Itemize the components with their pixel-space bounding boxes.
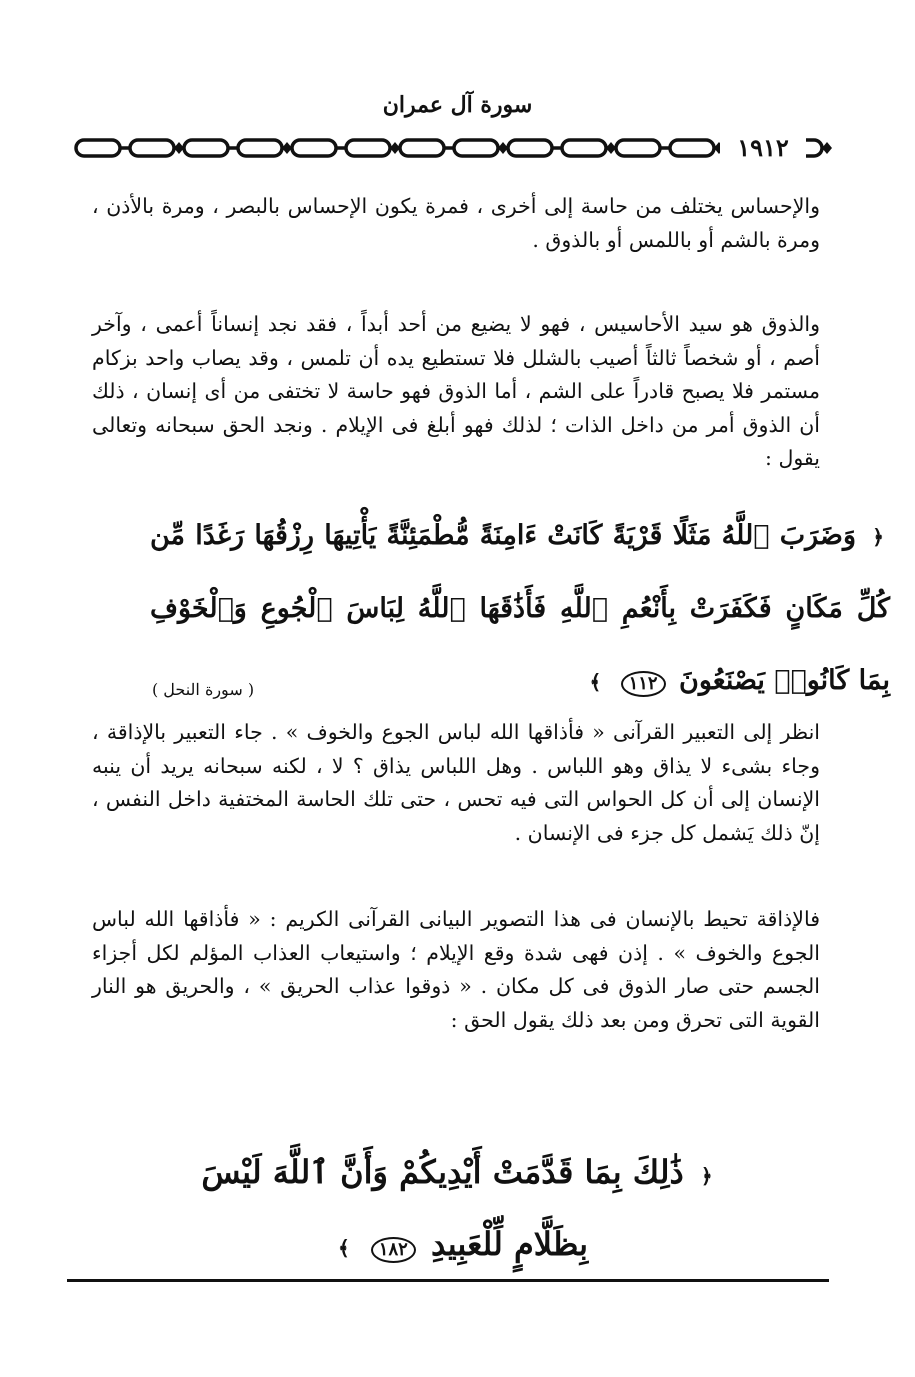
- paragraph-2: والذوق هو سيد الأحاسيس ، فهو لا يضيع من أحد أبداً ، فقد نجد إنساناً أعمى ، وآخر أصم ، أو شخصاً ثالثاً أصيب بالشلل فلا تستطيع يده أن تلمس ، وقد يصاب واحد بزكام مستمر فلا يصبح قادراً على الشم ، أما الذوق فهو حاسة لا تختفى من أى إنسان ، ذلك أن الذوق أمر من داخل الذات ؛ لذلك فهو أبلغ فى الإيلام . ونجد الحق سبحانه وتعالى يقول :: [92, 312, 820, 470]
- border-link: [508, 140, 552, 156]
- border-link: [76, 140, 120, 156]
- verse-close-ornament: ﴾: [337, 1236, 350, 1260]
- paragraph-4: فالإذاقة تحيط بالإنسان فى هذا التصوير البيانى القرآنى الكريم : « فأذاقها الله لباس الجوع والخوف » . إذن فهى شدة وقع الإيلام ؛ واستيعاب العذاب المؤلم لكل أجزاء الجسم حتى صار الذوق فى كل مكان . « ذوقوا عذاب الحريق » ، والحريق هو النار القوية التى تحرق ومن بعد ذلك يقول الحق :: [92, 907, 820, 1032]
- verse-open-ornament: ﴿: [700, 1164, 713, 1188]
- ayah-number-marker: ١١٢: [621, 671, 666, 697]
- footer-rule: [67, 1279, 829, 1282]
- verse-text: وَضَرَبَ ٱللَّهُ مَثَلًا قَرْيَةً كَانَتْ ءَامِنَةً مُّطْمَئِنَّةً يَأْتِيهَا رِزْقُهَا رَغَدًا مِّن كُلِّ مَكَانٍ فَكَفَرَتْ بِأَنْعُمِ ٱللَّهِ فَأَذَٰقَهَا ٱللَّهُ لِبَاسَ ٱلْجُوعِ وَٱلْخَوْفِ بِمَا كَانُوا۟ يَصْنَعُونَ: [150, 520, 890, 696]
- border-link: [184, 140, 228, 156]
- ayah-number-marker: ١٨٢: [371, 1237, 416, 1263]
- verse-close-ornament: ﴾: [589, 670, 602, 694]
- paragraph-3: انظر إلى التعبير القرآنى « فأذاقها الله لباس الجوع والخوف » . جاء التعبير بالإذاقة ، وجاء بشىء لا يذاق وهو اللباس . وهل اللباس يذاق ؟ لا ، لكنه سبحانه يريد أن ينبه الإنسان إلى أن كل الحواس التى فيه تحس ، حتى تلك الحاسة المختفية داخل النفس ، إنّ ذلك يَشمل كل جزء فى الإنسان .: [92, 720, 820, 845]
- quran-verse-182: [180, 1138, 740, 1282]
- border-diamond: [606, 142, 616, 154]
- border-link: [238, 140, 282, 156]
- surah-reference: ( سورة النحل ): [151, 680, 255, 699]
- border-link: [346, 140, 390, 156]
- paragraph-1: والإحساس يختلف من حاسة إلى أخرى ، فمرة يكون الإحساس بالبصر ، ومرة بالأذن ، ومرة بالشم أو باللمس أو بالذوق .: [92, 194, 820, 252]
- border-diamond: [174, 142, 184, 154]
- border-diamond: [390, 142, 400, 154]
- border-link: [616, 140, 660, 156]
- verse-text: ذَٰلِكَ بِمَا قَدَّمَتْ أَيْدِيكُمْ وَأَنَّ ٱللَّهَ لَيْسَ بِظَلَّامٍ لِّلْعَبِيدِ: [201, 1153, 684, 1263]
- border-link: [400, 140, 444, 156]
- border-diamond: [822, 142, 832, 154]
- border-diamond: [282, 142, 292, 154]
- border-link: [130, 140, 174, 156]
- border-diamond: [498, 142, 508, 154]
- border-link: [562, 140, 606, 156]
- verse-open-ornament: ﴿: [872, 525, 884, 549]
- border-link: [454, 140, 498, 156]
- page-number: ١٩١٢: [720, 133, 806, 163]
- running-header-surah-title: سورة آل عمران: [382, 92, 533, 118]
- border-link: [292, 140, 336, 156]
- border-link: [670, 140, 714, 156]
